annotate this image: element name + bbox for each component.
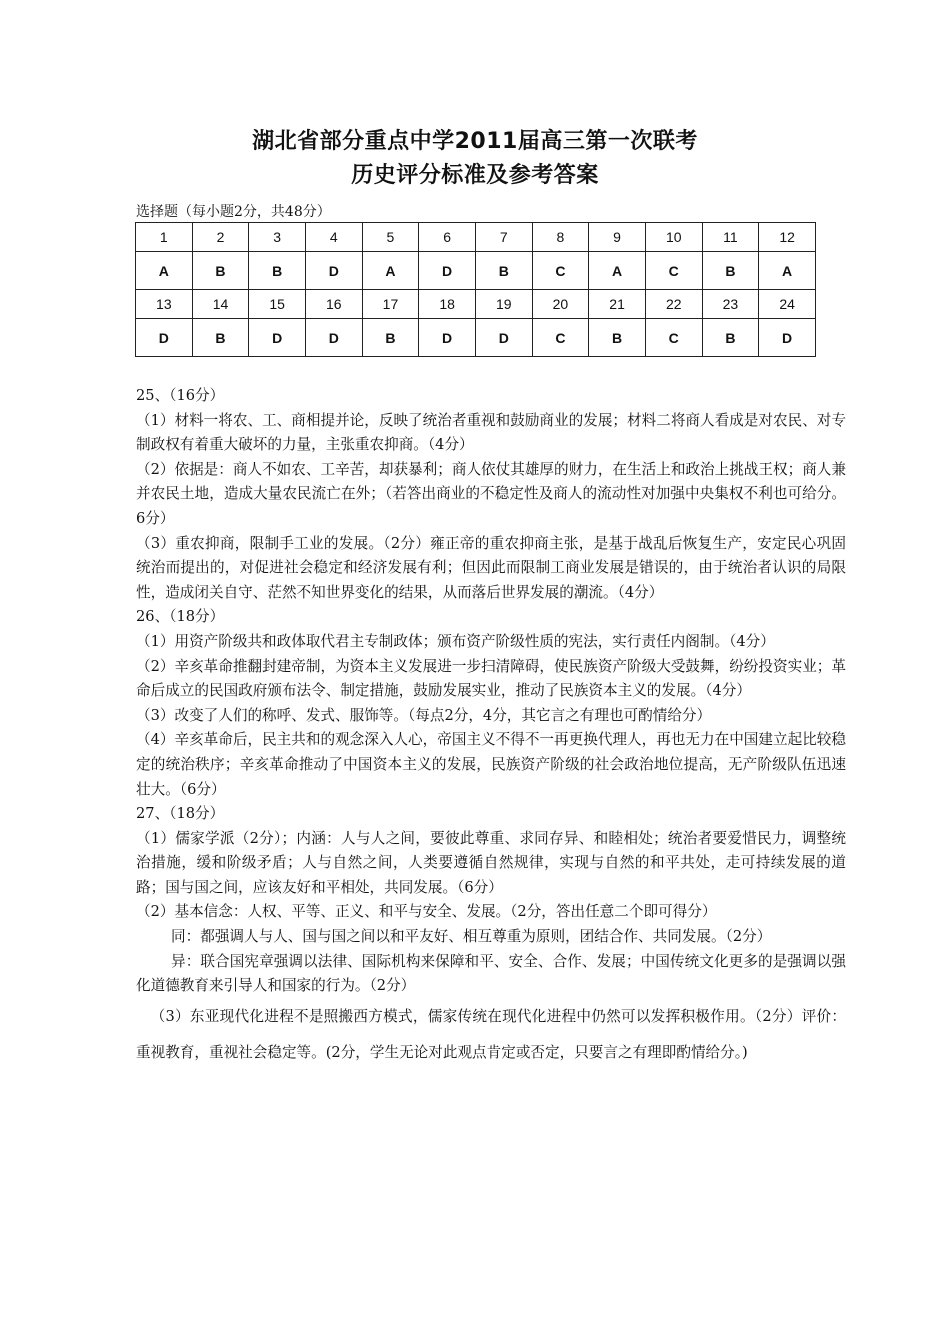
answer-letter-cell: D [419, 252, 476, 290]
question-number-cell: 9 [589, 223, 646, 252]
question-number-cell: 17 [362, 290, 419, 319]
question-number-row [136, 290, 816, 319]
question-number-cell: 20 [532, 290, 589, 319]
answer-letter-cell: B [702, 319, 759, 357]
q27-difference: 异：联合国宪章强调以法律、国际机构来保障和平、安全、合作、发展；中国传统文化更多的是强调以强化道德教育来引导人和国家的行为。（2分） [136, 952, 846, 995]
q27-similarity: 同：都强调人与人、国与国之间以和平友好、相互尊重为原则，团结合作、共同发展。（2分） [171, 928, 772, 946]
question-number-cell: 21 [589, 290, 646, 319]
q26-part3: （3）改变了人们的称呼、发式、服饰等。（每点2分，4分，其它言之有理也可酌情给分） [136, 706, 712, 724]
question-number-cell: 4 [305, 223, 362, 252]
answer-letter-cell: D [249, 319, 306, 357]
answer-letter-cell: A [759, 252, 816, 290]
question-number-cell: 11 [702, 223, 759, 252]
q27-part2: （2）基本信念：人权、平等、正义、和平与安全、发展。（2分，答出任意二个即可得分） [136, 903, 717, 921]
answer-letter-cell: D [759, 319, 816, 357]
answer-letter-cell: B [702, 252, 759, 290]
answer-table [135, 222, 816, 357]
q25-part1: （1）材料一将农、工、商相提并论，反映了统治者重视和鼓励商业的发展；材料二将商人看成是对农民、对专制政权有着重大破坏的力量，主张重农抑商。（4分） [136, 411, 846, 454]
question-number-cell: 22 [645, 290, 702, 319]
answer-letter-row [136, 319, 816, 357]
question-number-cell: 6 [419, 223, 476, 252]
q25-part2: （2）依据是：商人不如农、工辛苦，却获暴利；商人依仗其雄厚的财力，在生活上和政治上挑战王权；商人兼并农民土地，造成大量农民流亡在外；（若答出商业的不稳定性及商人的流动性对加强中央集权不利也可给分。6分） [136, 460, 846, 527]
question-number-cell: 15 [249, 290, 306, 319]
q25-part3: （3）重农抑商，限制手工业的发展。（2分）雍正帝的重农抑商主张，是基于战乱后恢复生产，安定民心巩固统治而提出的，对促进社会稳定和经济发展有利；但因此而限制工商业发展是错误的，由于统治者认识的局限性，造成闭关自守、茫然不知世界变化的结果，从而落后世界发展的潮流。（4分） [136, 534, 846, 601]
question-number-cell: 10 [645, 223, 702, 252]
answer-letter-cell: B [475, 252, 532, 290]
question-number-cell: 1 [136, 223, 193, 252]
answer-letter-cell: C [645, 319, 702, 357]
answer-letter-cell: D [305, 319, 362, 357]
answer-letter-cell: B [589, 319, 646, 357]
question-number-cell: 13 [136, 290, 193, 319]
question-number-cell: 8 [532, 223, 589, 252]
answer-letter-cell: B [192, 319, 249, 357]
q26-part4: （4）辛亥革命后，民主共和的观念深入人心，帝国主义不得不一再更换代理人，再也无力在中国建立起比较稳定的统治秩序；辛亥革命推动了中国资本主义的发展，民族资产阶级的社会政治地位提高，无产阶级队伍迅速壮大。（6分） [136, 731, 846, 798]
question-number-cell: 16 [305, 290, 362, 319]
question-number-cell: 19 [475, 290, 532, 319]
q27-part3: （3）东亚现代化进程不是照搬西方模式，儒家传统在现代化进程中仍然可以发挥积极作用。（2分）评价：重视教育，重视社会稳定等。(2分，学生无论对此观点肯定或否定，只要言之有理即酌情给分。) [136, 1007, 846, 1061]
multiple-choice-note: 选择题（每小题2分，共48分） [136, 204, 331, 220]
document-title: 湖北省部分重点中学2011届高三第一次联考 [252, 129, 698, 154]
question-number-cell: 2 [192, 223, 249, 252]
answer-letter-cell: D [136, 319, 193, 357]
answer-letter-cell: C [645, 252, 702, 290]
answer-letter-cell: B [362, 319, 419, 357]
answer-letter-cell: A [362, 252, 419, 290]
question-number-cell: 18 [419, 290, 476, 319]
answer-letter-cell: B [249, 252, 306, 290]
answer-letter-cell: D [475, 319, 532, 357]
answer-letter-row [136, 252, 816, 290]
q25-heading: 25、（16分） [136, 387, 225, 404]
question-number-cell: 5 [362, 223, 419, 252]
question-number-cell: 23 [702, 290, 759, 319]
answer-letter-cell: C [532, 319, 589, 357]
q26-part1: （1）用资产阶级共和政体取代君主专制政体；颁布资产阶级性质的宪法，实行责任内阁制。（4分） [136, 632, 775, 650]
document-subtitle: 历史评分标准及参考答案 [351, 163, 599, 188]
question-number-cell: 7 [475, 223, 532, 252]
question-number-cell: 12 [759, 223, 816, 252]
question-number-cell: 24 [759, 290, 816, 319]
answer-letter-cell: D [305, 252, 362, 290]
answer-letter-cell: C [532, 252, 589, 290]
q27-heading: 27、（18分） [136, 805, 225, 823]
answer-body [136, 384, 846, 1071]
answer-letter-cell: B [192, 252, 249, 290]
question-number-cell: 14 [192, 290, 249, 319]
answer-letter-cell: A [136, 252, 193, 290]
answer-letter-cell: D [419, 319, 476, 357]
q26-heading: 26、（18分） [136, 608, 225, 626]
q26-part2: （2）辛亥革命推翻封建帝制，为资本主义发展进一步扫清障碍，使民族资产阶级大受鼓舞，纷纷投资实业；革命后成立的民国政府颁布法令、制定措施，鼓励发展实业，推动了民族资本主义的发展。（4分） [136, 657, 846, 700]
q27-part1: （1）儒家学派（2分）；内涵：人与人之间，要彼此尊重、求同存异、和睦相处；统治者要爱惜民力，调整统治措施，缓和阶级矛盾；人与自然之间，人类要遵循自然规律，实现与自然的和平共处，走可持续发展的道路；国与国之间，应该友好和平相处，共同发展。（6分） [136, 829, 846, 896]
question-number-cell: 3 [249, 223, 306, 252]
question-number-row [136, 223, 816, 252]
answer-letter-cell: A [589, 252, 646, 290]
